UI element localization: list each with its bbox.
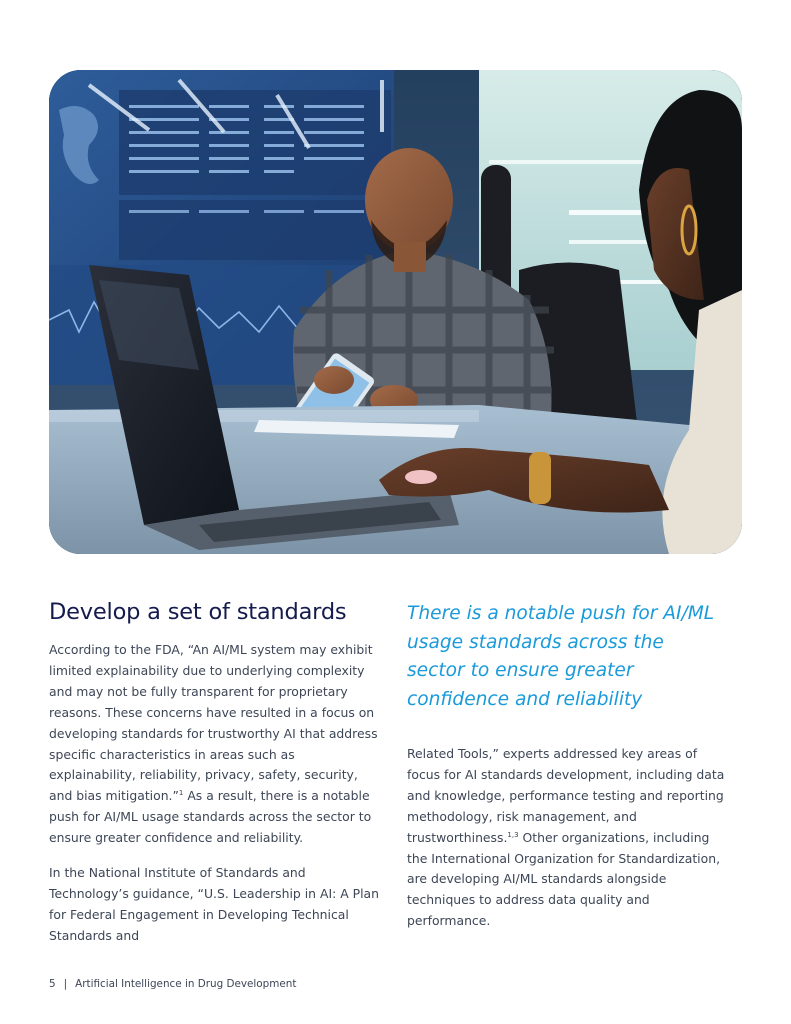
right-column [407, 744, 727, 932]
hero-photo [49, 70, 742, 554]
body-paragraph-3-text-cont: Other organizations, including the International Organization for Standardization, are developing AI/ML standards alongside techniques to address data quality and performance. [407, 829, 721, 929]
footer-separator: | [63, 978, 68, 990]
page-footer [49, 978, 296, 990]
body-paragraph-1-text: According to the FDA, “An AI/ML system may exhibit limited explainability due to underlying complexity and may not be fully transparent for proprietary reasons. These concerns have resulted in a focus on developing standards for trustworthy AI that address specific characteristics in areas such as explainability, reliability, privacy, safety, security, and bias mitigation.” [49, 642, 378, 804]
body-paragraph-1-text-cont: As a result, there is a notable push for AI/ML usage standards across the sector to ensure greater confidence and reliability. [49, 788, 372, 846]
pull-quote: There is a notable push for AI/ML usage standards across the sector to ensure greater confidence and reliability [407, 603, 715, 710]
body-paragraph-3-text: Related Tools,” experts addressed key areas of focus for AI standards development, including data and knowledge, performance testing and reporting methodology, risk management, and trustworthiness. [407, 746, 725, 845]
document-title: Artificial Intelligence in Drug Development [75, 978, 297, 990]
left-column [49, 640, 379, 947]
footnote-ref: 1,3 [507, 830, 519, 839]
body-paragraph-3 [407, 744, 727, 932]
body-paragraph-2: In the National Institute of Standards and Technology’s guidance, “U.S. Leadership in AI: A Plan for Federal Engagement in Developing Technical Standards and [49, 865, 379, 943]
page-number: 5 [49, 978, 56, 990]
section-heading: Develop a set of standards [49, 599, 347, 625]
body-paragraph-1 [49, 640, 379, 849]
footnote-ref: 1 [178, 789, 184, 798]
